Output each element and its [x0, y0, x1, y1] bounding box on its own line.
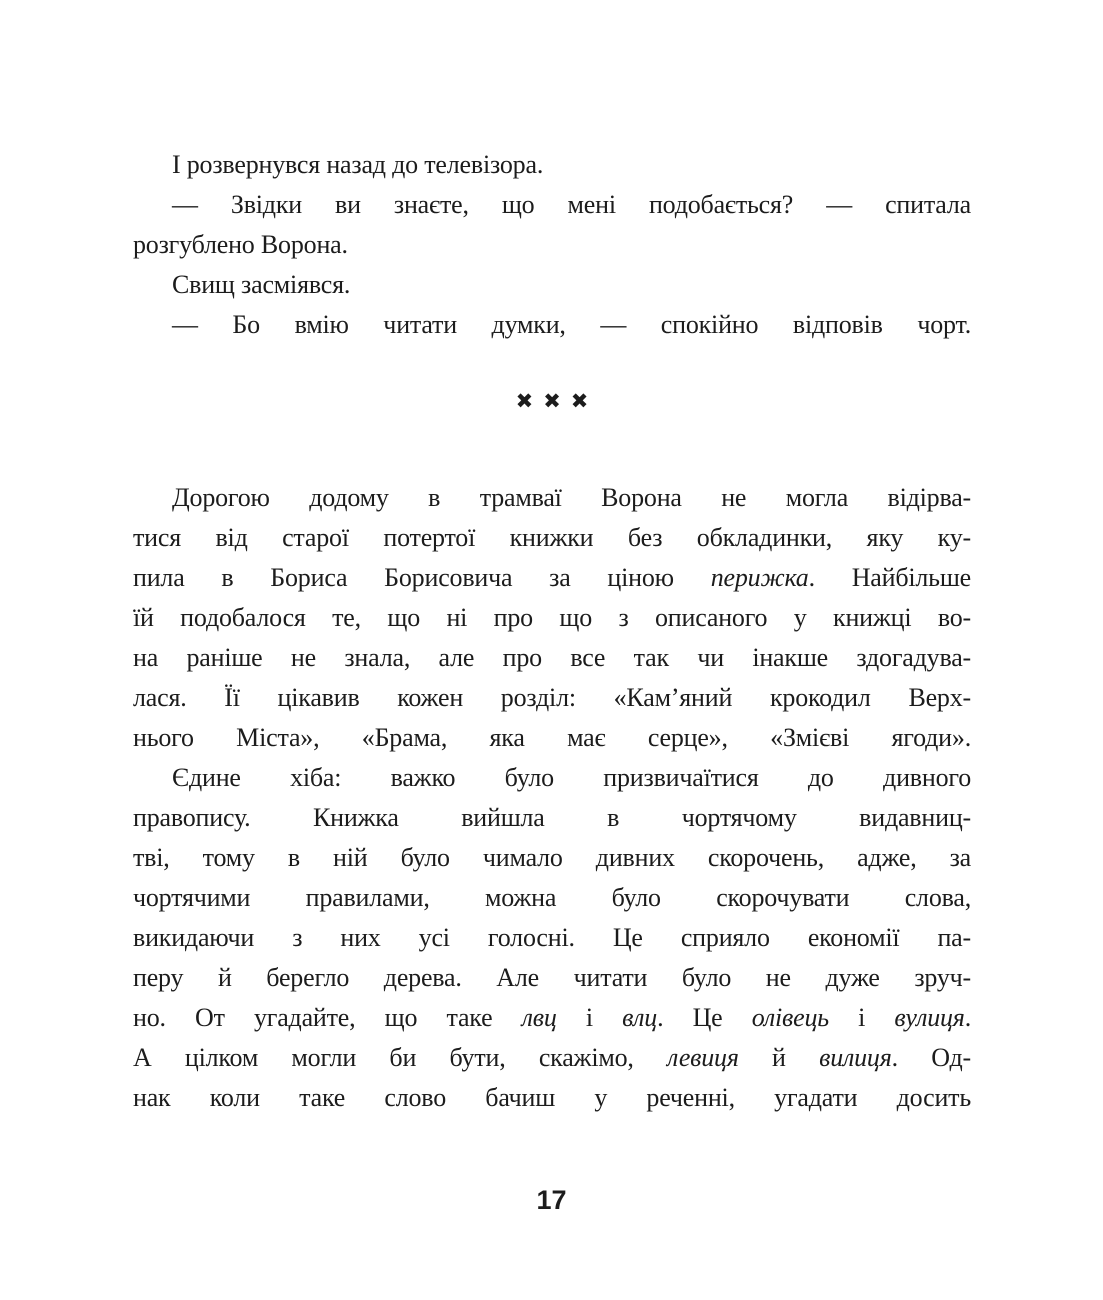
- text-line: [133, 145, 971, 185]
- text-line: [133, 798, 971, 838]
- body-text: нього Міста», «Брама, яка має серце», «Змієві ягоди».: [133, 723, 971, 752]
- page-text: [133, 145, 971, 1118]
- body-text: на раніше не знала, але про все так чи інакше здогадува-: [133, 643, 971, 672]
- italic-text: вилиця: [819, 1043, 892, 1072]
- text-line: [133, 225, 971, 265]
- text-line: [133, 598, 971, 638]
- body-text: їй подобалося те, що ні про що з описаного у книжці во-: [133, 603, 971, 632]
- text-line: [133, 958, 971, 998]
- text-line: [133, 558, 971, 598]
- body-text: чортячими правилами, можна було скорочувати слова,: [133, 883, 971, 912]
- page-number: 17: [536, 1185, 567, 1215]
- text-line: [133, 918, 971, 958]
- italic-text: вулиця: [894, 1003, 965, 1032]
- text-line: [133, 1078, 971, 1118]
- text-line: [133, 998, 971, 1038]
- body-text: но. От угадайте, що таке: [133, 1003, 522, 1032]
- body-text: . Од-: [891, 1043, 971, 1072]
- italic-text: лвц: [521, 1003, 557, 1032]
- text-line: [133, 878, 971, 918]
- text-line: [133, 758, 971, 798]
- body-text: Єдине хіба: важко було призвичаїтися до дивного: [172, 763, 971, 792]
- paragraph: [133, 305, 971, 345]
- main-paragraphs: [133, 478, 971, 1118]
- body-text: . Це: [657, 1003, 752, 1032]
- paragraph: [133, 265, 971, 305]
- body-text: нак коли таке слово бачиш у реченні, угадати досить: [133, 1083, 971, 1112]
- text-line: [133, 185, 971, 225]
- paragraph: [133, 145, 971, 185]
- text-line: [133, 518, 971, 558]
- italic-text: влц: [622, 1003, 658, 1032]
- text-line: [133, 678, 971, 718]
- text-line: [133, 305, 971, 345]
- body-text: — Бо вмію читати думки, — спокійно відповів чорт.: [172, 310, 971, 339]
- paragraph: [133, 185, 971, 265]
- body-text: правопису. Книжка вийшла в чортячому видавниц-: [133, 803, 971, 832]
- dialogue-paragraphs: [133, 145, 971, 345]
- paragraph: [133, 758, 971, 1118]
- body-text: . Найбільше: [808, 563, 971, 592]
- body-text: тві, тому в ній було чимало дивних скорочень, адже, за: [133, 843, 971, 872]
- body-text: І розвернувся назад до телевізора.: [172, 150, 544, 179]
- text-line: [133, 718, 971, 758]
- body-text: .: [964, 1003, 972, 1032]
- body-text: викидаючи з них усі голосні. Це сприяло економії па-: [133, 923, 971, 952]
- text-line: [133, 478, 971, 518]
- italic-text: олівець: [751, 1003, 829, 1032]
- body-text: і: [828, 1003, 895, 1032]
- text-line: [133, 265, 971, 305]
- paragraph: [133, 478, 971, 758]
- text-line: [133, 838, 971, 878]
- body-text: розгублено Ворона.: [133, 230, 348, 259]
- body-text: — Звідки ви знаєте, що мені подобається? — спитала: [172, 190, 971, 219]
- text-line: [133, 638, 971, 678]
- body-text: Свищ засміявся.: [172, 270, 351, 299]
- body-text: пила в Бориса Борисовича за ціною: [133, 563, 711, 592]
- text-line: [133, 1038, 971, 1078]
- body-text: А цілком могли би бути, скажімо,: [133, 1043, 668, 1072]
- body-text: лася. Її цікавив кожен розділ: «Кам’яний крокодил Верх-: [133, 683, 971, 712]
- italic-text: перижка: [710, 563, 809, 592]
- section-separator: ✖✖✖: [515, 389, 599, 413]
- body-text: Дорогою додому в трамваї Ворона не могла відірва-: [172, 483, 971, 512]
- body-text: і: [556, 1003, 623, 1032]
- italic-text: левиця: [667, 1043, 739, 1072]
- body-text: перу й берегло дерева. Але читати було не дуже зруч-: [133, 963, 971, 992]
- body-text: й: [738, 1043, 820, 1072]
- body-text: тися від старої потертої книжки без обкладинки, яку ку-: [133, 523, 971, 552]
